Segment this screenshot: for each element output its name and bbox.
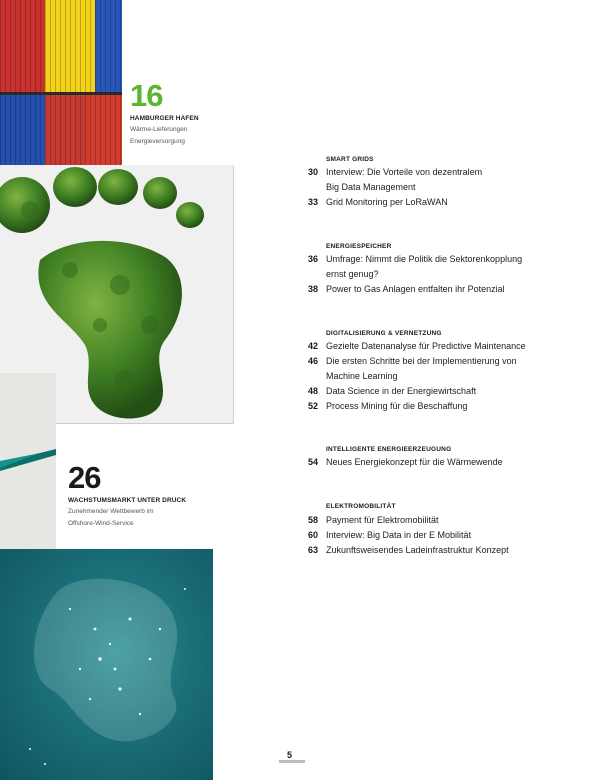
- toc-entry[interactable]: [298, 282, 558, 297]
- toc-entry[interactable]: [298, 354, 558, 369]
- page-number: 5: [287, 750, 293, 760]
- toc-page-number: 58: [307, 515, 318, 525]
- toc-entry-continuation[interactable]: [298, 180, 558, 195]
- toc-entry[interactable]: [298, 543, 558, 558]
- toc-entry-text: Data Science in der Energiewirtschaft: [326, 386, 477, 396]
- city-lights-photo: [0, 549, 213, 780]
- toc-page-number: 48: [307, 386, 318, 396]
- toc-entry-continuation[interactable]: [298, 369, 558, 384]
- feature-wachstumsmarkt[interactable]: [68, 462, 208, 530]
- toc-entry-text: Gezielte Datenanalyse für Predictive Maintenance: [326, 341, 526, 351]
- toc-entry[interactable]: [298, 455, 558, 470]
- toc-page-number: 30: [307, 167, 318, 177]
- toc-entry-text: Payment für Elektromobilität: [326, 515, 439, 525]
- toc-page-number: 42: [307, 341, 318, 351]
- toc-entry[interactable]: [298, 339, 558, 354]
- toc-entry-text: Grid Monitoring per LoRaWAN: [326, 197, 448, 207]
- toc-page-number: 36: [307, 254, 318, 264]
- feature-title: HAMBURGER HAFEN: [130, 115, 199, 122]
- feature-description-line: Offshore-Wind-Service: [68, 520, 134, 527]
- toc-entry-text: ernst genug?: [326, 269, 379, 279]
- toc-entry-text: Umfrage: Nimmt die Politik die Sektorenkopplung: [326, 254, 523, 264]
- toc-entry-text: Process Mining für die Beschaffung: [326, 401, 468, 411]
- toc-page-number: 38: [307, 284, 318, 294]
- toc-entry-text: Die ersten Schritte bei der Implementierung von: [326, 356, 517, 366]
- toc-entry[interactable]: [298, 165, 558, 180]
- wind-turbine-photo: [0, 373, 56, 576]
- toc-entry-text: Interview: Big Data in der E Mobilität: [326, 530, 472, 540]
- toc-entry[interactable]: [298, 195, 558, 210]
- container-photo: [0, 0, 122, 165]
- toc-page-number: 33: [307, 197, 318, 207]
- toc-page-number: 60: [307, 530, 318, 540]
- section-title-smart-grids: SMART GRIDS: [326, 156, 374, 163]
- toc-entry[interactable]: [298, 513, 558, 528]
- feature-description-line: Energieversorgung: [130, 138, 185, 145]
- section-title-energiespeicher: ENERGIESPEICHER: [326, 243, 392, 250]
- section-title-digitalisierung: DIGITALISIERUNG & VERNETZUNG: [326, 330, 442, 337]
- section-title-elektromobilitaet: ELEKTROMOBILITÄT: [326, 503, 396, 510]
- toc-entry-text: Big Data Management: [326, 182, 416, 192]
- toc-entry[interactable]: [298, 252, 558, 267]
- feature-number: 16: [130, 78, 163, 113]
- toc-entry-text: Interview: Die Vorteile von dezentralem: [326, 167, 483, 177]
- section-title-energieerzeugung: INTELLIGENTE ENERGIEERZEUGUNG: [326, 446, 452, 453]
- toc-entry-continuation[interactable]: [298, 267, 558, 282]
- toc-entry-text: Zukunftsweisendes Ladeinfrastruktur Konzept: [326, 545, 509, 555]
- toc-entry[interactable]: [298, 384, 558, 399]
- toc-page-number: 46: [307, 356, 318, 366]
- feature-hamburger-hafen[interactable]: [130, 80, 240, 148]
- toc-page-number: 54: [307, 457, 318, 467]
- toc-entry-text: Machine Learning: [326, 371, 398, 381]
- toc-page-number: 63: [307, 545, 318, 555]
- toc-entry[interactable]: [298, 528, 558, 543]
- footer-logo-mark: [279, 760, 305, 763]
- toc-entry-text: Neues Energiekonzept für die Wärmewende: [326, 457, 503, 467]
- feature-title: WACHSTUMSMARKT UNTER DRUCK: [68, 497, 187, 504]
- feature-number: 26: [68, 460, 101, 495]
- toc-page-number: 52: [307, 401, 318, 411]
- toc-entry-text: Power to Gas Anlagen entfalten ihr Potenzial: [326, 284, 505, 294]
- toc-entry[interactable]: [298, 399, 558, 414]
- feature-description-line: Zunehmender Wettbewerb im: [68, 508, 154, 515]
- feature-description-line: Wärme-Lieferungen: [130, 126, 188, 133]
